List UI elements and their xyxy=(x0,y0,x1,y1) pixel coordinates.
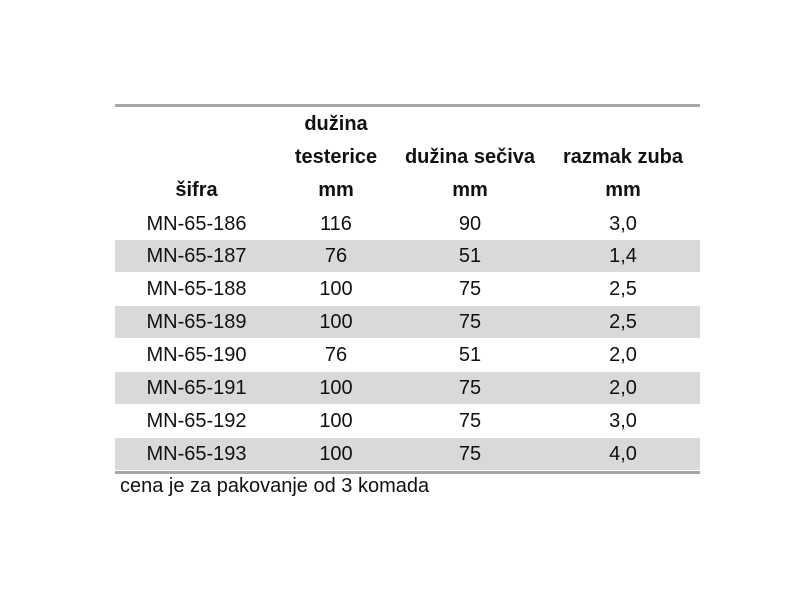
table-row xyxy=(115,405,700,438)
header-line: mm xyxy=(318,179,354,201)
table-row xyxy=(115,438,700,471)
table-row xyxy=(115,306,700,339)
cell-sifra: MN-65-192 xyxy=(115,405,278,438)
cell-sifra: MN-65-191 xyxy=(115,372,278,405)
cell-duzina-testerice: 100 xyxy=(278,273,394,306)
cell-duzina-seciva: 51 xyxy=(394,240,546,273)
header-duzina-seciva xyxy=(394,107,546,208)
cell-duzina-testerice: 100 xyxy=(278,372,394,405)
cell-sifra: MN-65-187 xyxy=(115,240,278,273)
header-line: mm xyxy=(605,179,641,201)
cell-duzina-testerice: 100 xyxy=(278,405,394,438)
cell-razmak-zuba: 2,5 xyxy=(546,273,700,306)
product-table xyxy=(115,107,700,471)
cell-razmak-zuba: 3,0 xyxy=(546,208,700,240)
table-row xyxy=(115,372,700,405)
cell-razmak-zuba: 2,0 xyxy=(546,372,700,405)
cell-duzina-seciva: 75 xyxy=(394,405,546,438)
cell-duzina-seciva: 75 xyxy=(394,306,546,339)
cell-duzina-seciva: 75 xyxy=(394,273,546,306)
header-duzina-testerice xyxy=(278,107,394,208)
cell-sifra: MN-65-190 xyxy=(115,339,278,372)
table-row xyxy=(115,273,700,306)
cell-razmak-zuba: 1,4 xyxy=(546,240,700,273)
cell-duzina-seciva: 75 xyxy=(394,372,546,405)
cell-duzina-testerice: 100 xyxy=(278,306,394,339)
table-header-row xyxy=(115,107,700,208)
cell-razmak-zuba: 2,5 xyxy=(546,306,700,339)
cell-duzina-seciva: 90 xyxy=(394,208,546,240)
cell-sifra: MN-65-193 xyxy=(115,438,278,471)
header-line: razmak zuba xyxy=(562,146,684,168)
cell-sifra: MN-65-189 xyxy=(115,306,278,339)
price-note: cena je za pakovanje od 3 komada xyxy=(120,475,430,497)
cell-razmak-zuba: 4,0 xyxy=(546,438,700,471)
cell-sifra: MN-65-186 xyxy=(115,208,278,240)
table-row xyxy=(115,339,700,372)
header-line: dužina sečiva xyxy=(404,146,536,168)
table-row xyxy=(115,208,700,240)
cell-duzina-testerice: 116 xyxy=(278,208,394,240)
product-table-container xyxy=(115,104,700,474)
cell-duzina-testerice: 76 xyxy=(278,339,394,372)
header-line: šifra xyxy=(175,179,218,201)
cell-duzina-seciva: 51 xyxy=(394,339,546,372)
cell-razmak-zuba: 2,0 xyxy=(546,339,700,372)
header-sifra xyxy=(115,107,278,208)
cell-sifra: MN-65-188 xyxy=(115,273,278,306)
table-row xyxy=(115,240,700,273)
cell-duzina-testerice: 76 xyxy=(278,240,394,273)
header-line: testerice xyxy=(294,146,378,168)
cell-duzina-testerice: 100 xyxy=(278,438,394,471)
cell-duzina-seciva: 75 xyxy=(394,438,546,471)
cell-razmak-zuba: 3,0 xyxy=(546,405,700,438)
header-razmak-zuba xyxy=(546,107,700,208)
header-line: dužina xyxy=(304,113,368,135)
header-line: mm xyxy=(452,179,488,201)
